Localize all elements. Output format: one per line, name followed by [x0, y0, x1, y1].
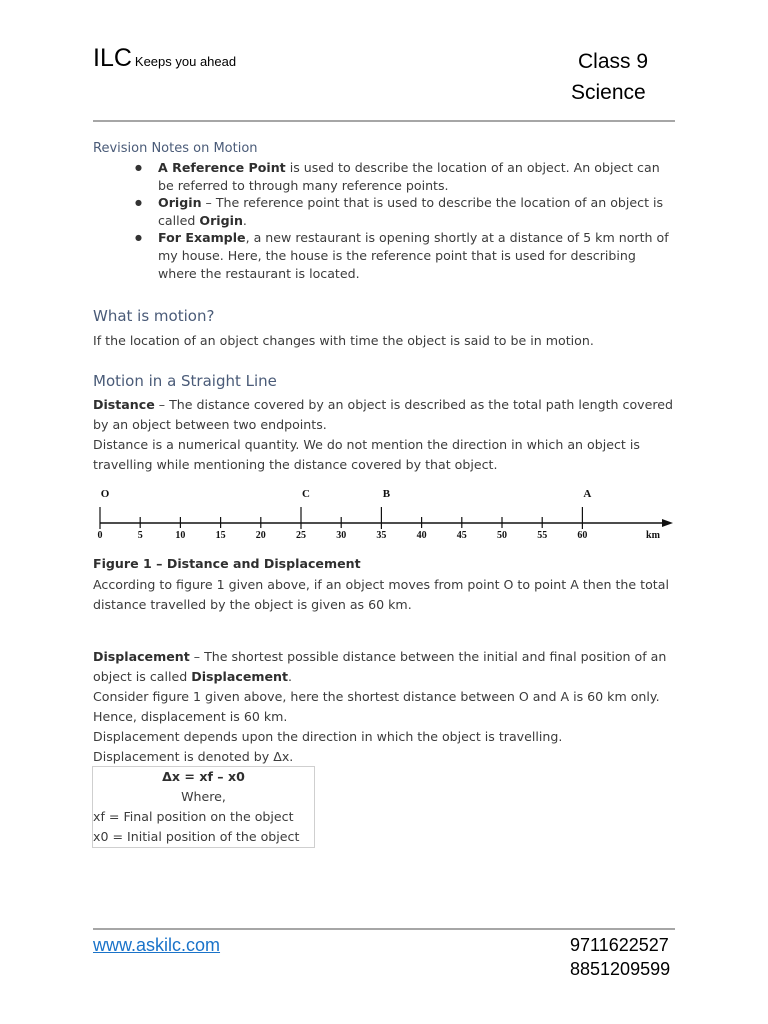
formula-xf-definition: xf = Final position on the object — [93, 809, 294, 824]
tick-label: 15 — [215, 530, 226, 541]
distance-definition: Distance – The distance covered by an object is described as the total path length covered by an object between two endpoints. — [93, 397, 674, 432]
brand-logo — [93, 44, 236, 73]
class-label: Class 9 — [578, 50, 649, 73]
list-item: ● For Example, a new restaurant is opening shortly at a distance of 5 km north of my house. Here, the house is the reference point that is used for describing where the restaurant is located. — [130, 229, 670, 282]
tick-label: 10 — [175, 530, 186, 541]
tick-label: 30 — [336, 530, 347, 541]
footer-divider — [93, 928, 675, 930]
tick-label: 45 — [456, 530, 467, 541]
displacement-symbol-note: Displacement is denoted by Δx. — [93, 749, 294, 764]
brand-tagline: Keeps you ahead — [134, 54, 237, 69]
tick-label: 25 — [296, 530, 306, 541]
tick-label: 0 — [97, 530, 103, 541]
point-label: O — [100, 488, 110, 500]
point-label: B — [382, 488, 391, 500]
phone-number-1: 9711622527 — [570, 935, 669, 955]
point-label: A — [583, 488, 592, 500]
displacement-direction-note: Displacement depends upon the direction in which the object is travelling. — [93, 729, 563, 744]
phone-number-2: 8851209599 — [570, 959, 671, 979]
straight-line-heading: Motion in a Straight Line — [93, 372, 277, 390]
figure-explanation: According to figure 1 given above, if an object moves from point O to point A then the total distance travelled by the object is given as 60 km. — [93, 577, 669, 612]
tick-label: 5 — [137, 530, 143, 541]
formula-x0-definition: x0 = Initial position of the object — [93, 829, 300, 844]
number-line-ticks — [100, 507, 673, 529]
motion-heading: What is motion? — [93, 307, 215, 325]
subject-label: Science — [571, 81, 646, 104]
formula-box — [92, 766, 315, 848]
list-item: ● A Reference Point is used to describe the location of an object. An object can be referred to through many reference points. — [130, 159, 670, 194]
list-item: ● Origin – The reference point that is used to describe the location of an object is called Origin. — [130, 194, 670, 229]
displacement-example: Consider figure 1 given above, here the shortest distance between O and A is 60 km only. Hence, displacement is 60 km. — [93, 689, 660, 724]
displacement-definition: Displacement – The shortest possible distance between the initial and final position of an object is called Displacement. — [93, 649, 667, 684]
revision-heading: Revision Notes on Motion — [93, 141, 258, 156]
unit-label: km — [646, 530, 660, 541]
number-line-points — [101, 488, 592, 500]
tick-label: 35 — [376, 530, 387, 541]
tick-label: 50 — [497, 530, 507, 541]
tick-label: 55 — [537, 530, 548, 541]
motion-definition: If the location of an object changes with time the object is said to be in motion. — [93, 333, 594, 348]
header-divider — [93, 120, 675, 122]
figure-caption: Figure 1 – Distance and Displacement — [93, 556, 361, 571]
website-link[interactable]: www.askilc.com — [93, 935, 221, 955]
distance-number-line — [90, 484, 690, 546]
number-line-tick-labels — [98, 530, 661, 541]
tick-label: 60 — [577, 530, 588, 541]
formula-where: Where, — [181, 789, 226, 804]
brand-name: ILC — [93, 44, 132, 72]
tick-label: 20 — [255, 530, 266, 541]
reference-bullet-list — [130, 159, 670, 282]
displacement-formula: Δx = xf – x0 — [162, 769, 245, 784]
tick-label: 40 — [416, 530, 427, 541]
distance-note: Distance is a numerical quantity. We do not mention the direction in which an object is travelling while mentioning the distance covered by that object. — [93, 437, 640, 472]
point-label: C — [302, 488, 310, 500]
axis-arrowhead — [662, 519, 673, 527]
